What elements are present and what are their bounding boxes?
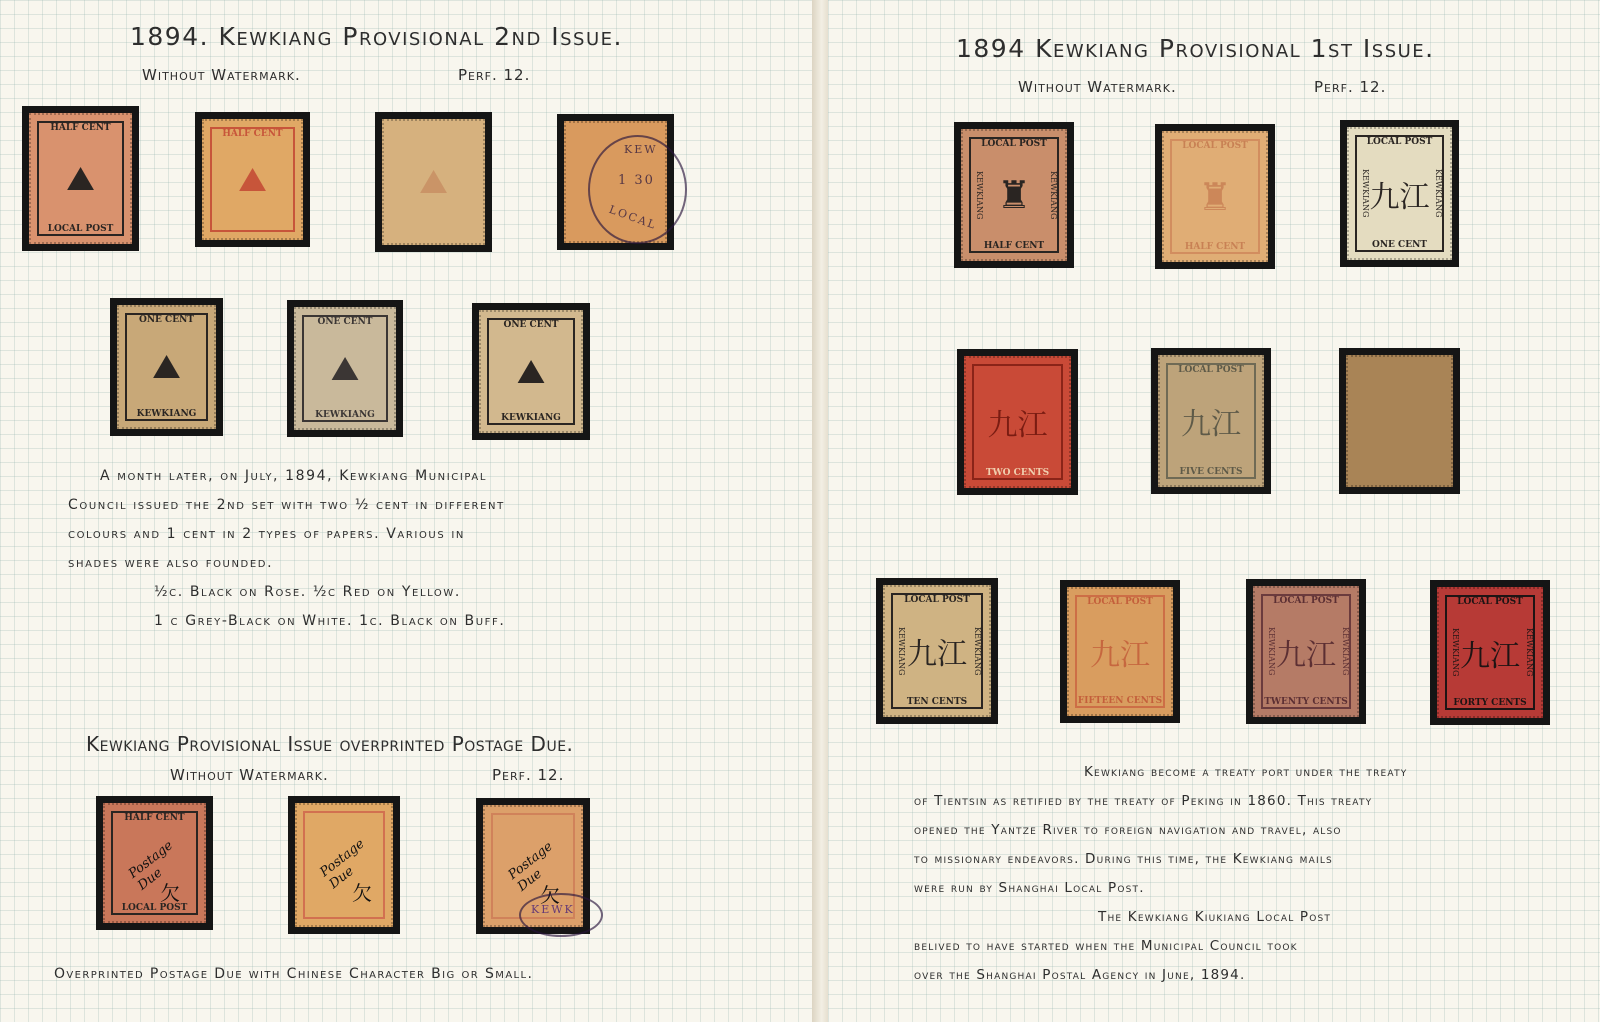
stamp-value-label: FIVE CENTS <box>1179 467 1243 477</box>
stamp-value-label: ONE CENT <box>1371 240 1427 250</box>
kiukiang-characters: 九江 <box>1276 637 1336 673</box>
right-album-page <box>828 0 1600 1022</box>
right-perf-note: Perf. 12. <box>1314 78 1387 96</box>
stamp-two-cents-red <box>957 349 1078 495</box>
note-line: of Tientsin as retified by the treaty of Peking in 1860. This treaty <box>914 793 1373 809</box>
stamp-ten-cents-black-on-buff <box>876 578 998 724</box>
stamp-kewkiang-label: KEWKIANG <box>136 409 197 419</box>
note-line: belived to have started when the Municipal Council took <box>914 938 1298 954</box>
right-watermark-note: Without Watermark. <box>1018 78 1177 96</box>
stamp-half-cent-postmarked <box>557 114 674 250</box>
stamp-fifteen-cents-orange <box>1060 580 1180 723</box>
stamp-postage-due-black-on-rose <box>96 796 213 930</box>
note-line: ½c. Black on Rose. ½c Red on Yellow. <box>154 584 461 600</box>
right-page-title: 1894 Kewkiang Provisional 1st Issue. <box>956 34 1435 63</box>
stamp-twenty-cents-mauve <box>1246 579 1366 724</box>
stamp-one-cent-grey-black-on-white <box>287 300 403 437</box>
note-line: shades were also founded. <box>68 555 274 571</box>
note-line: A month later, on July, 1894, Kewkiang Municipal <box>100 468 488 484</box>
left-watermark-note: Without Watermark. <box>142 66 301 84</box>
rock-temple-design: ⛰ <box>516 351 546 392</box>
stamp-side-text: KEWKIANG <box>975 170 984 220</box>
stamp-half-cent-pale-yellow <box>375 112 492 252</box>
stamp-five-cents-green-grey <box>1151 348 1271 494</box>
stamp-local-post-label: LOCAL POST <box>121 903 188 913</box>
kiukiang-characters: 九江 <box>1090 637 1150 673</box>
stamp-local-post-label: LOCAL POST <box>904 595 970 605</box>
mountain-pagoda-design: ⛰ <box>66 158 95 199</box>
postage-due-overprint: Postage Due <box>125 838 176 894</box>
stamp-value-label: HALF CENT <box>222 129 283 139</box>
mountain-pagoda-design: ⛰ <box>238 159 267 200</box>
stamp-value-label: HALF CENT <box>1184 242 1246 252</box>
postage-due-perf: Perf. 12. <box>492 766 565 784</box>
stamp-half-cent-red-on-yellow <box>195 112 310 247</box>
stamp-value-label: ONE CENT <box>138 315 194 325</box>
kiukiang-characters: 九江 <box>1181 407 1241 442</box>
right-description <box>914 758 1524 990</box>
note-line: 1 c Grey-Black on White. 1c. Black on Buff. <box>154 613 506 629</box>
note-line: Kewkiang become a treaty port under the treaty <box>1084 764 1408 780</box>
stamp-local-post-label: LOCAL POST <box>1366 137 1433 147</box>
stamp-side-text: KEWKIANG <box>1434 169 1443 218</box>
faded-design: ⛰ <box>419 162 448 202</box>
stamp-value-label: HALF CENT <box>124 813 185 823</box>
rock-temple-design: ⛰ <box>152 347 181 387</box>
stamp-value-label: HALF CENT <box>983 241 1045 251</box>
stamp-one-cent-black-on-white <box>1340 120 1459 267</box>
stamp-side-text: KEWKIANG <box>973 626 982 676</box>
chinese-character-overprint: 欠 <box>352 881 372 905</box>
kiukiang-characters: 九江 <box>987 408 1048 443</box>
postage-due-title: Kewkiang Provisional Issue overprinted Postage Due. <box>86 732 574 756</box>
stamp-local-post-label: LOCAL POST <box>1182 141 1248 151</box>
pagoda-design: ♜ <box>1197 174 1233 219</box>
postmark-text: LOCAL <box>607 202 659 233</box>
note-line: opened the Yantze River to foreign navigation and travel, also <box>914 822 1342 838</box>
left-page-title: 1894. Kewkiang Provisional 2nd Issue. <box>130 22 623 51</box>
postmark-text: KEW <box>624 143 658 156</box>
kiukiang-characters: 九江 <box>1369 179 1430 215</box>
stamp-local-post-label: LOCAL POST <box>47 224 114 234</box>
left-description <box>68 462 658 636</box>
stamp-local-post-label: LOCAL POST <box>1178 365 1244 375</box>
kiukiang-characters: 九江 <box>1460 638 1520 674</box>
stamp-value-label: FIFTEEN CENTS <box>1077 696 1163 706</box>
stamp-kewkiang-label: KEWKIANG <box>501 413 561 423</box>
stamp-one-cent-black-on-buff-variant <box>472 303 590 440</box>
postmark-text: KEWK <box>531 903 575 916</box>
postage-due-overprint: Postage Due <box>505 839 556 895</box>
postmark-date: 1 30 <box>618 173 655 188</box>
stamp-one-cent-black-on-buff <box>110 298 223 436</box>
stamp-postage-due-red-on-yellow <box>288 796 400 934</box>
stamp-value-label: TEN CENTS <box>906 697 968 707</box>
note-line: over the Shanghai Postal Agency in June, 1894. <box>914 967 1246 983</box>
stamp-local-post-label: LOCAL POST <box>981 139 1047 149</box>
stamp-kewkiang-label: KEWKIANG <box>315 410 375 420</box>
stamp-half-cent-pagoda-black <box>954 122 1074 268</box>
postage-due-overprint: Postage Due <box>317 836 368 892</box>
left-perf-note: Perf. 12. <box>458 66 531 84</box>
note-line: were run by Shanghai Local Post. <box>914 880 1145 896</box>
album-gutter <box>812 0 828 1022</box>
stamp-side-text: KEWKIANG <box>1267 627 1276 676</box>
postage-due-caption: Overprinted Postage Due with Chinese Character Big or Small. <box>54 966 534 982</box>
stamp-half-cent-pagoda-pale <box>1155 124 1275 269</box>
stamp-value-label: ONE CENT <box>503 320 559 330</box>
stamp-local-post-label: LOCAL POST <box>1457 597 1523 607</box>
chinese-character-overprint: 欠 <box>540 883 560 907</box>
kiukiang-characters: 九江 <box>907 637 967 672</box>
stamp-value-label: TWENTY CENTS <box>1264 697 1348 707</box>
stamp-side-text: KEWKIANG <box>897 626 906 676</box>
note-line: colours and 1 cent in 2 types of papers. Various in <box>68 526 465 542</box>
stamp-local-post-label: LOCAL POST <box>1273 596 1339 606</box>
stamp-value-label: FORTY CENTS <box>1453 698 1527 708</box>
stamp-local-post-label: LOCAL POST <box>1087 597 1153 607</box>
note-line: to missionary endeavors. During this time, the Kewkiang mails <box>914 851 1333 867</box>
stamp-forty-cents-black-on-red <box>1430 580 1550 725</box>
stamp-value-label: TWO CENTS <box>985 468 1050 478</box>
stamp-reverse-side <box>1339 348 1460 494</box>
stamp-side-text: KEWKIANG <box>1451 628 1460 677</box>
stamp-value-label: ONE CENT <box>317 317 373 327</box>
pagoda-design: ♜ <box>996 173 1032 217</box>
note-line: Council issued the 2nd set with two ½ cent in different <box>68 497 505 513</box>
stamp-half-cent-black-on-rose <box>22 106 139 251</box>
stamp-side-text: KEWKIANG <box>1341 627 1350 676</box>
stamp-value-label: HALF CENT <box>50 123 111 133</box>
chinese-character-overprint: 欠 <box>160 881 180 905</box>
stamp-postage-due-postmarked <box>476 798 590 934</box>
note-line: The Kewkiang Kiukiang Local Post <box>1098 909 1332 925</box>
rock-temple-design: ⛰ <box>330 348 360 389</box>
stamp-side-text: KEWKIANG <box>1525 628 1534 677</box>
stamp-side-text: KEWKIANG <box>1361 169 1370 218</box>
stamp-side-text: KEWKIANG <box>1049 170 1058 220</box>
postage-due-watermark: Without Watermark. <box>170 766 329 784</box>
